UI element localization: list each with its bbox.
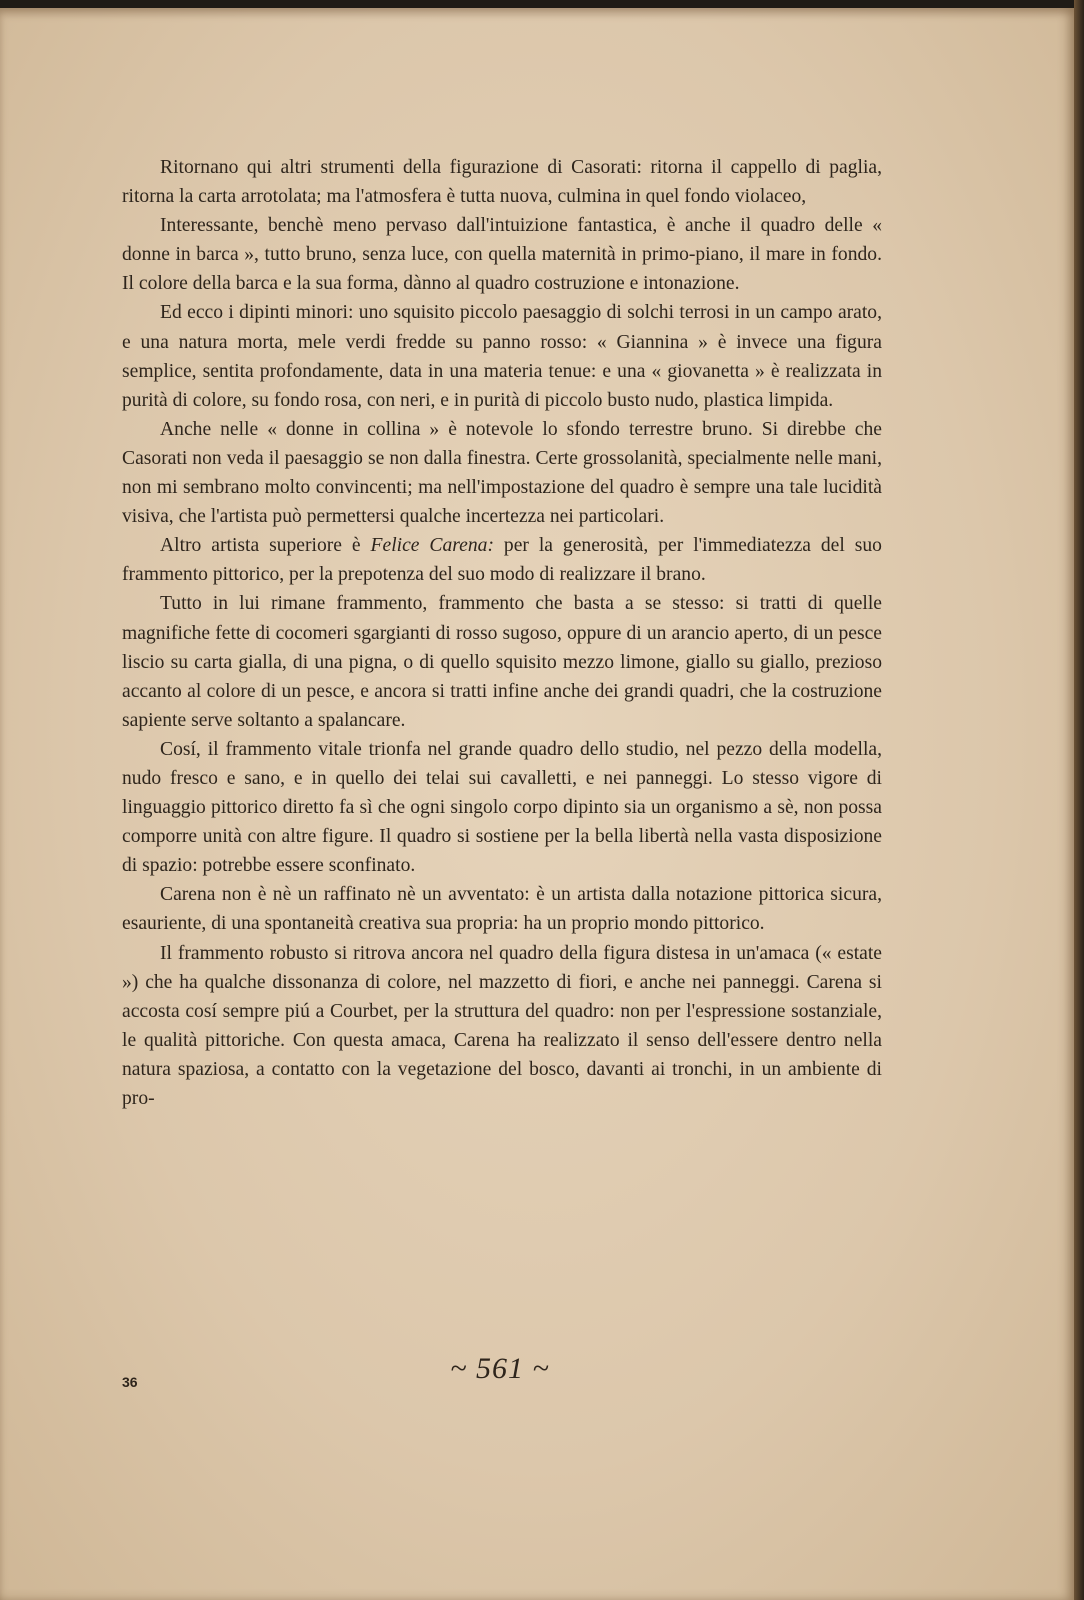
paragraph: Il frammento robusto si ritrova ancora nel quadro della figura distesa in un'amaca (« estate ») che ha qualche dissonanza di colore, nel mazzetto di fiori, e anche nei panneggi. Carena si accosta cosí sempre piú a Courbet, per la struttura del quadro: non per l'espressione sostanziale, le qualità pittoriche. Con questa amaca, Carena ha realizzato il senso dell'essere dentro nella natura spaziosa, a contatto con la vegetazione del bosco, davanti ai tronchi, in un ambiente di pro- <box>122 942 882 1109</box>
page-number: ~ 561 ~ <box>450 1352 550 1385</box>
artist-name: Felice Carena: <box>370 535 494 557</box>
paragraph: Cosí, il frammento vitale trionfa nel grande quadro dello studio, nel pezzo della modella, nudo fresco e sano, e in quello dei telai sui cavalletti, e nei panneggi. Lo stesso vigore di linguaggio pittorico diretto fa sì che ogni singolo corpo dipinto sia un organismo a sè, non possa comporre unità con altre figure. Il quadro si sostiene per la bella libertà nella vasta disposizione di spazio: potrebbe essere sconfinato. <box>122 738 882 877</box>
paragraph-carena <box>122 531 882 589</box>
book-page <box>0 8 1074 1600</box>
carena-text-before: Altro artista superiore è <box>160 535 371 557</box>
signature-mark: 36 <box>122 1374 138 1390</box>
paragraph: Anche nelle « donne in collina » è notevole lo sfondo terrestre bruno. Si direbbe che Casorati non veda il paesaggio se non dalla finestra. Certe grossolanità, specialmente nelle mani, non mi sembrano molto convincenti; ma nell'impostazione del quadro è sempre una tale lucidità visiva, che l'artista può permettersi qualche incertezza nei particolari. <box>122 418 882 528</box>
page-footer <box>0 1352 1074 1392</box>
body-text <box>122 153 882 1113</box>
page-edge-shadow <box>1074 0 1084 1600</box>
paragraph: Carena non è nè un raffinato nè un avventato: è un artista dalla notazione pittorica sicura, esauriente, di una spontaneità creativa sua propria: ha un proprio mondo pittorico. <box>122 884 882 935</box>
carena-text-after: per la generosità, per l'immediatezza del suo frammento pittorico, per la prepotenza del suo modo di realizzare il brano. <box>122 535 882 586</box>
paragraph: Tutto in lui rimane frammento, frammento che basta a se stesso: si tratti di quelle magnifiche fette di cocomeri sgargianti di rosso sugoso, oppure di un arancio aperto, di un pesce liscio su carta gialla, di una pigna, o di quello squisito mezzo limone, giallo su giallo, prezioso accanto al colore di un pesce, e ancora si tratti infine anche dei grandi quadri, che la costruzione sapiente serve soltanto a spalancare. <box>122 593 882 731</box>
paragraph: Interessante, benchè meno pervaso dall'intuizione fantastica, è anche il quadro delle « donne in barca », tutto bruno, senza luce, con quella maternità in primo-piano, il mare in fondo. Il colore della barca e la sua forma, dànno al quadro costruzione e intonazione. <box>122 215 882 295</box>
paragraph: Ed ecco i dipinti minori: uno squisito piccolo paesaggio di solchi terrosi in un campo arato, e una natura morta, mele verdi fredde su panno rosso: « Giannina » è invece una figura semplice, sentita profondamente, data in una materia tenue: e una « giovanetta » è realizzata in purità di colore, su fondo rosa, con neri, e in purità di piccolo busto nudo, plastica limpida. <box>122 302 882 411</box>
paragraph: Ritornano qui altri strumenti della figurazione di Casorati: ritorna il cappello di paglia, ritorna la carta arrotolata; ma l'atmosfera è tutta nuova, culmina in quel fondo violaceo, <box>122 157 882 208</box>
